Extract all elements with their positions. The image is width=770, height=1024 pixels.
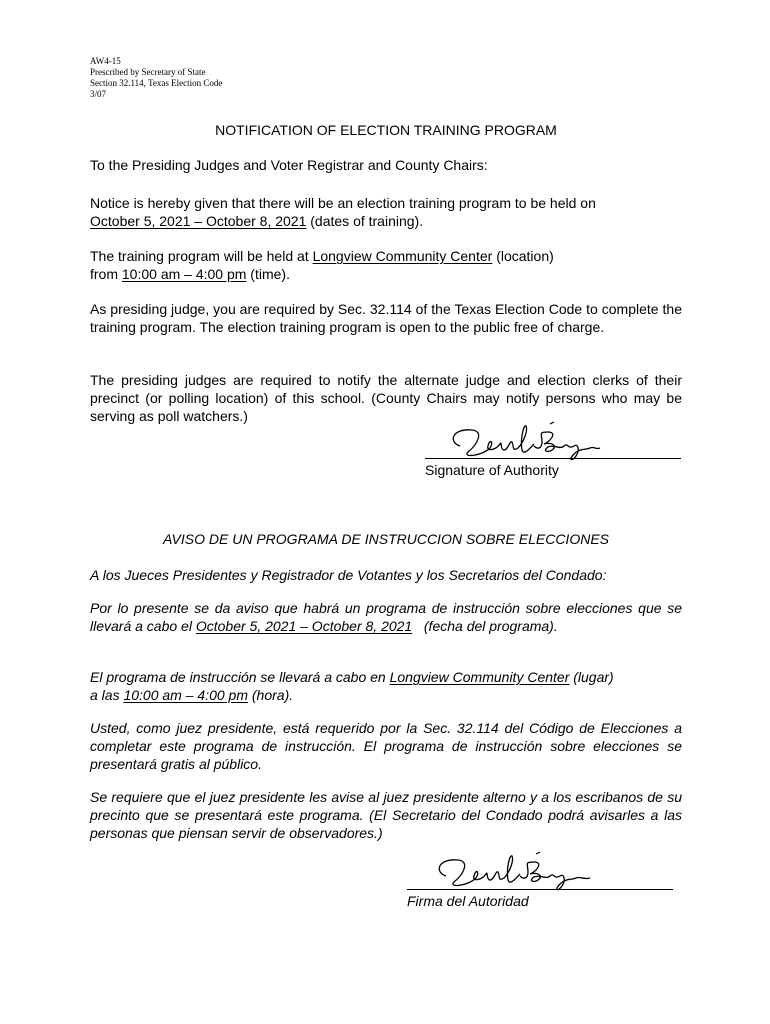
english-notify-paragraph: The presiding judges are required to notify the alternate judge and election clerks of their precinct (or polling location) of this school. (County Chairs may notify persons who may be serving as poll watchers.) <box>90 372 682 424</box>
spanish-notice <box>90 599 682 635</box>
signature-line <box>407 889 673 890</box>
spanish-location-suffix: (lugar) <box>569 669 614 685</box>
english-time-prefix: from <box>90 266 122 282</box>
english-location-suffix: (location) <box>492 248 554 264</box>
english-location: Longview Community Center <box>312 248 493 264</box>
spanish-location-prefix: El programa de instrucción se llevará a cabo en <box>90 669 390 685</box>
form-header <box>90 56 222 100</box>
english-notice <box>90 194 682 230</box>
english-title: NOTIFICATION OF ELECTION TRAINING PROGRAM <box>215 122 557 138</box>
spanish-notify-paragraph: Se requiere que el juez presidente les avise al juez presidente alterno y a los escribanos de su precinto que se presentará este programa. (El Secretario del Condado podrá avisarles a las personas que piensan servir de observadores.) <box>90 789 682 841</box>
spanish-salutation: A los Jueces Presidentes y Registrador de Votantes y los Secretarios del Condado: <box>90 567 607 583</box>
spanish-title: AVISO DE UN PROGRAMA DE INSTRUCCION SOBRE ELECCIONES <box>162 531 609 547</box>
english-required-paragraph: As presiding judge, you are required by Sec. 32.114 of the Texas Election Code to complete the training program. The election training program is open to the public free of charge. <box>90 301 682 335</box>
signature-image <box>438 420 618 468</box>
firma-del-autoridad-label: Firma del Autoridad <box>407 893 529 909</box>
spanish-time: 10:00 am – 4:00 pm <box>123 687 248 703</box>
english-location-time <box>90 247 682 283</box>
spanish-training-dates: October 5, 2021 – October 8, 2021 <box>195 618 413 634</box>
english-notice-text: Notice is hereby given that there will be an election training program to be held on <box>90 195 596 211</box>
spanish-time-prefix: a las <box>90 687 124 703</box>
english-time: 10:00 am – 4:00 pm <box>121 266 247 282</box>
spanish-notice-text: Por lo presente se da aviso que habrá un programa de instrucción sobre elecciones que se llevará a cabo el <box>90 600 682 634</box>
code-section: Section 32.114, Texas Election Code <box>90 78 223 88</box>
form-id: AW4-15 <box>90 56 121 66</box>
signature-line <box>425 458 681 459</box>
spanish-location: Longview Community Center <box>389 669 570 685</box>
english-training-dates: October 5, 2021 – October 8, 2021 <box>90 213 307 229</box>
prescribed-by: Prescribed by Secretary of State <box>90 67 206 77</box>
english-location-prefix: The training program will be held at <box>90 248 313 264</box>
signature-image <box>424 848 604 898</box>
english-dates-suffix: (dates of training). <box>306 213 424 229</box>
spanish-required-paragraph: Usted, como juez presidente, está requerido por la Sec. 32.114 del Código de Elecciones a completar este programa de instrucción. El programa de instrucción sobre elecciones se presentará gratis al público. <box>90 720 682 772</box>
english-salutation: To the Presiding Judges and Voter Registrar and County Chairs: <box>90 157 488 173</box>
form-date: 3/07 <box>90 89 107 99</box>
spanish-time-suffix: (hora). <box>248 687 294 703</box>
spanish-dates-suffix: (fecha del programa). <box>412 618 558 634</box>
signature-of-authority-label: Signature of Authority <box>425 462 559 478</box>
spanish-location-time <box>90 668 682 704</box>
english-time-suffix: (time). <box>246 266 290 282</box>
